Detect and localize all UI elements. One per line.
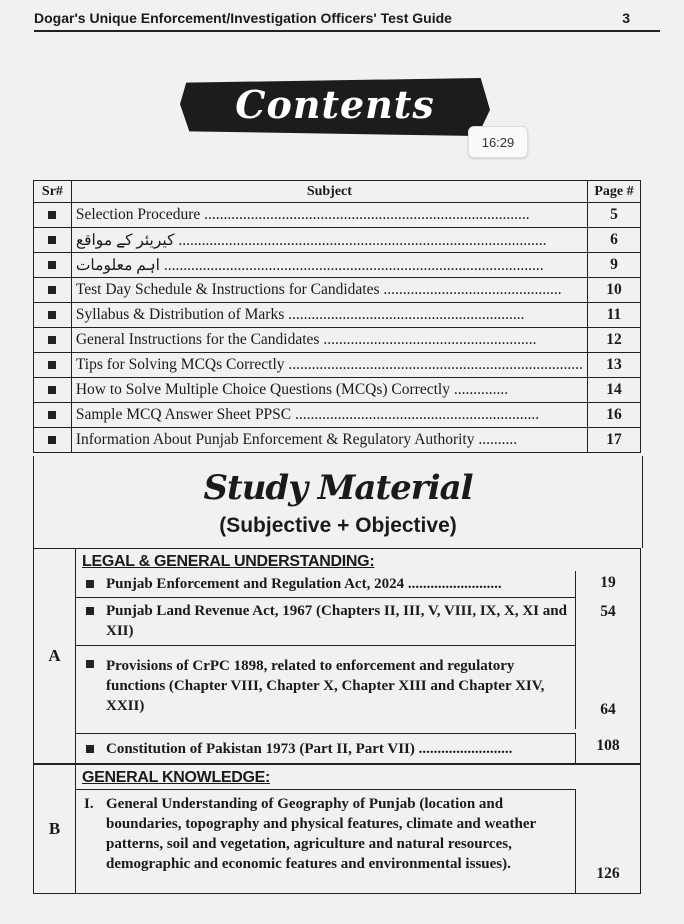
contents-table xyxy=(33,180,641,453)
section-heading: GENERAL KNOWLEDGE: xyxy=(82,769,271,786)
bullet-square-icon xyxy=(48,436,56,444)
item-text: Provisions of CrPC 1898, related to enforcement and regulatory functions (Chapter VIII, Chapter X, Chapter XIII and Chapter XIV, XXII) xyxy=(106,658,545,714)
toc-page: 9 xyxy=(587,253,640,278)
toc-subject: Syllabus & Distribution of Marks xyxy=(75,306,285,323)
toc-page: 11 xyxy=(587,303,640,328)
list-item[interactable]: Punjab Enforcement and Regulation Act, 2024 ......................... xyxy=(76,571,576,597)
bullet-square-icon xyxy=(48,336,56,344)
toc-subject: How to Solve Multiple Choice Questions (MCQs) Correctly xyxy=(75,381,450,398)
section-heading: LEGAL & GENERAL UNDERSTANDING: xyxy=(82,553,375,570)
item-text: General Understanding of Geography of Punjab (location and boundaries, topography and physical features, climate and weather patterns, soil and vegetation, agriculture and natural resources, demographic and economic features and environmental issues). xyxy=(106,796,536,872)
table-row[interactable]: اہم معلومات .................................................................................................. 9 xyxy=(34,253,641,278)
list-item[interactable]: Constitution of Pakistan 1973 (Part II, Part VII) ......................... xyxy=(76,733,576,763)
toc-page: 13 xyxy=(587,353,640,378)
table-row[interactable]: General Instructions for the Candidates ....................................................... 12 xyxy=(34,328,641,353)
col-page-header: Page # xyxy=(587,181,640,203)
toc-page: 10 xyxy=(587,278,640,303)
timestamp-overlay: 16:29 xyxy=(468,126,528,158)
toc-subject: Sample MCQ Answer Sheet PPSC xyxy=(75,406,292,423)
book-title: Dogar's Unique Enforcement/Investigation Officers' Test Guide xyxy=(34,10,452,26)
page-number: 3 xyxy=(622,10,630,26)
list-item[interactable] xyxy=(76,789,576,893)
bullet-square-icon xyxy=(48,411,56,419)
section-b xyxy=(33,764,641,894)
item-text: Punjab Enforcement and Regulation Act, 2024 xyxy=(106,576,405,592)
section-letter: B xyxy=(34,765,76,893)
table-row[interactable]: Selection Procedure .................................................................................... 5 xyxy=(34,203,641,228)
item-text: Constitution of Pakistan 1973 (Part II, Part VII) xyxy=(106,741,415,757)
table-row[interactable]: Sample MCQ Answer Sheet PPSC ............................................................... 16 xyxy=(34,403,641,428)
toc-page: 6 xyxy=(587,228,640,253)
toc-subject-urdu: کیریئر کے مواقع xyxy=(75,231,175,249)
bullet-square-icon xyxy=(48,361,56,369)
bullet-square-icon xyxy=(48,211,56,219)
study-subtitle: (Subjective + Objective) xyxy=(219,514,457,537)
toc-page: 16 xyxy=(587,403,640,428)
toc-subject-urdu: اہم معلومات xyxy=(75,256,160,274)
bullet-square-icon xyxy=(48,286,56,294)
item-page: 108 xyxy=(596,737,620,754)
toc-subject: General Instructions for the Candidates xyxy=(75,331,320,348)
item-text: Punjab Land Revenue Act, 1967 (Chapters II, III, V, VIII, IX, X, XI and XII) xyxy=(106,603,567,639)
col-sr-header: Sr# xyxy=(34,181,72,203)
bullet-square-icon xyxy=(48,311,56,319)
toc-page: 5 xyxy=(587,203,640,228)
bullet-square-icon xyxy=(48,386,56,394)
table-header-row xyxy=(34,181,641,203)
contents-title: Contents xyxy=(235,82,435,127)
bullet-square-icon xyxy=(86,660,94,668)
item-page: 54 xyxy=(600,603,616,620)
item-page: 64 xyxy=(600,701,616,718)
item-page: 19 xyxy=(600,574,616,591)
bullet-square-icon xyxy=(48,261,56,269)
table-row[interactable]: Test Day Schedule & Instructions for Candidates .............................................. 10 xyxy=(34,278,641,303)
table-row[interactable]: How to Solve Multiple Choice Questions (MCQs) Correctly .............. 14 xyxy=(34,378,641,403)
toc-subject: Test Day Schedule & Instructions for Candidates xyxy=(75,281,380,298)
col-subject-header: Subject xyxy=(71,181,587,203)
bullet-square-icon xyxy=(86,745,94,753)
item-marker: I. xyxy=(84,796,94,812)
section-a xyxy=(33,548,641,764)
item-page: 126 xyxy=(596,865,620,882)
bullet-square-icon xyxy=(48,236,56,244)
table-row[interactable]: Tips for Solving MCQs Correctly ............................................................................ 13 xyxy=(34,353,641,378)
study-title: Study Material xyxy=(203,468,473,508)
toc-subject: Selection Procedure xyxy=(75,206,201,223)
list-item[interactable] xyxy=(76,645,576,729)
toc-subject: Information About Punjab Enforcement & Regulatory Authority xyxy=(75,431,475,448)
study-material-heading xyxy=(33,456,643,548)
bullet-square-icon xyxy=(86,607,94,615)
toc-page: 17 xyxy=(587,428,640,453)
toc-page: 14 xyxy=(587,378,640,403)
list-item[interactable] xyxy=(76,597,576,645)
toc-subject: Tips for Solving MCQs Correctly xyxy=(75,356,285,373)
section-letter: A xyxy=(34,549,76,763)
toc-page: 12 xyxy=(587,328,640,353)
table-row[interactable]: Syllabus & Distribution of Marks ............................................................. 11 xyxy=(34,303,641,328)
table-row[interactable]: Information About Punjab Enforcement & Regulatory Authority .......... 17 xyxy=(34,428,641,453)
bullet-square-icon xyxy=(86,580,94,588)
running-header xyxy=(34,8,660,32)
table-row[interactable]: کیریئر کے مواقع ............................................................................................... 6 xyxy=(34,228,641,253)
